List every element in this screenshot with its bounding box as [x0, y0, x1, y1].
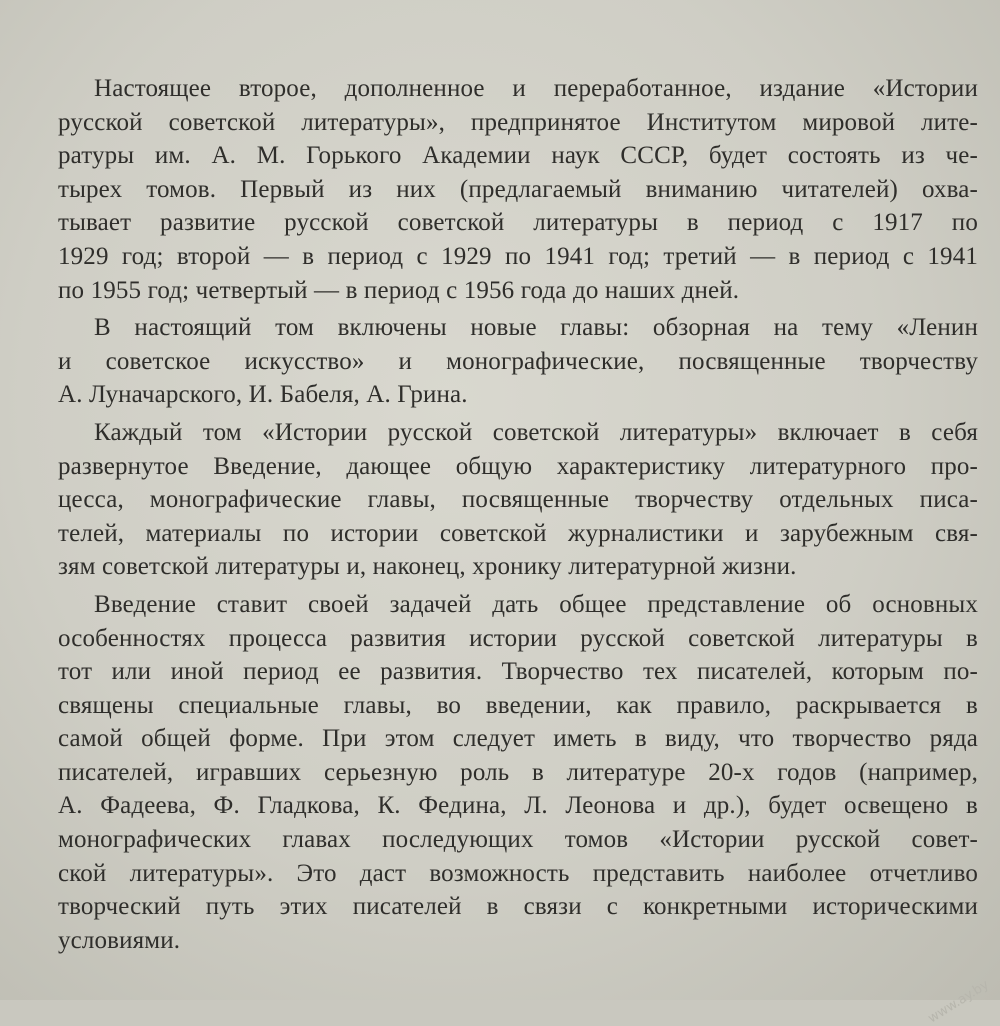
- text-line: и советское искусство» и монографические, посвященные творчеству: [58, 347, 978, 375]
- text-line: развернутое Введение, дающее общую характеристику литературного про-: [58, 452, 978, 480]
- text-line: 1929 год; второй — в период с 1929 по 1941 год; третий — в период с 1941: [58, 242, 978, 270]
- text-line: условиями.: [58, 926, 181, 954]
- text-line: священы специальные главы, во введении, как правило, раскрывается в: [58, 691, 978, 719]
- text-line: писателей, игравших серьезную роль в литературе 20-х годов (например,: [58, 758, 978, 786]
- paragraph: [58, 72, 978, 307]
- body-text: [58, 72, 978, 961]
- text-line: тывает развитие русской советской литературы в период с 1917 по: [58, 209, 978, 237]
- text-line: цесса, монографические главы, посвященные творчеству отдельных писа-: [58, 486, 978, 514]
- watermark: www.ay.by: [925, 977, 992, 1026]
- text-line: русской советской литературы», предпринятое Институтом мировой лите-: [58, 108, 978, 136]
- text-line: ратуры им. А. М. Горького Академии наук СССР, будет состоять из че-: [58, 142, 978, 170]
- text-line: А. Фадеева, Ф. Гладкова, К. Федина, Л. Леонова и др.), будет освещено в: [58, 792, 978, 820]
- text-line: ской литературы». Это даст возможность представить наиболее отчетливо: [58, 859, 978, 887]
- paragraph: [58, 416, 978, 584]
- text-line: творческий путь этих писателей в связи с конкретными историческими: [58, 893, 978, 921]
- paragraph: [58, 311, 978, 412]
- text-line: особенностях процесса развития истории русской советской литературы в: [58, 624, 978, 652]
- text-line: Настоящее второе, дополненное и переработанное, издание «Истории: [94, 75, 978, 102]
- text-line: монографических главах последующих томов «Истории русской совет-: [58, 826, 978, 854]
- text-line: телей, материалы по истории советской журналистики и зарубежным свя-: [58, 519, 978, 547]
- text-line: Введение ставит своей задачей дать общее представление об основных: [94, 590, 978, 618]
- text-line: А. Луначарского, И. Бабеля, А. Грина.: [58, 381, 468, 409]
- text-line: зям советской литературы и, наконец, хронику литературной жизни.: [58, 553, 797, 581]
- text-line: тырех томов. Первый из них (предлагаемый вниманию читателей) охва-: [58, 175, 978, 203]
- text-line: тот или иной период ее развития. Творчество тех писателей, которым по-: [58, 658, 978, 686]
- text-line: по 1955 год; четвертый — в период с 1956 года до наших дней.: [58, 276, 740, 304]
- text-line: В настоящий том включены новые главы: обзорная на тему «Ленин: [94, 314, 978, 342]
- paragraph: [58, 588, 978, 958]
- text-line: самой общей форме. При этом следует иметь в виду, что творчество ряда: [58, 725, 978, 753]
- text-line: Каждый том «Истории русской советской литературы» включает в себя: [94, 418, 978, 446]
